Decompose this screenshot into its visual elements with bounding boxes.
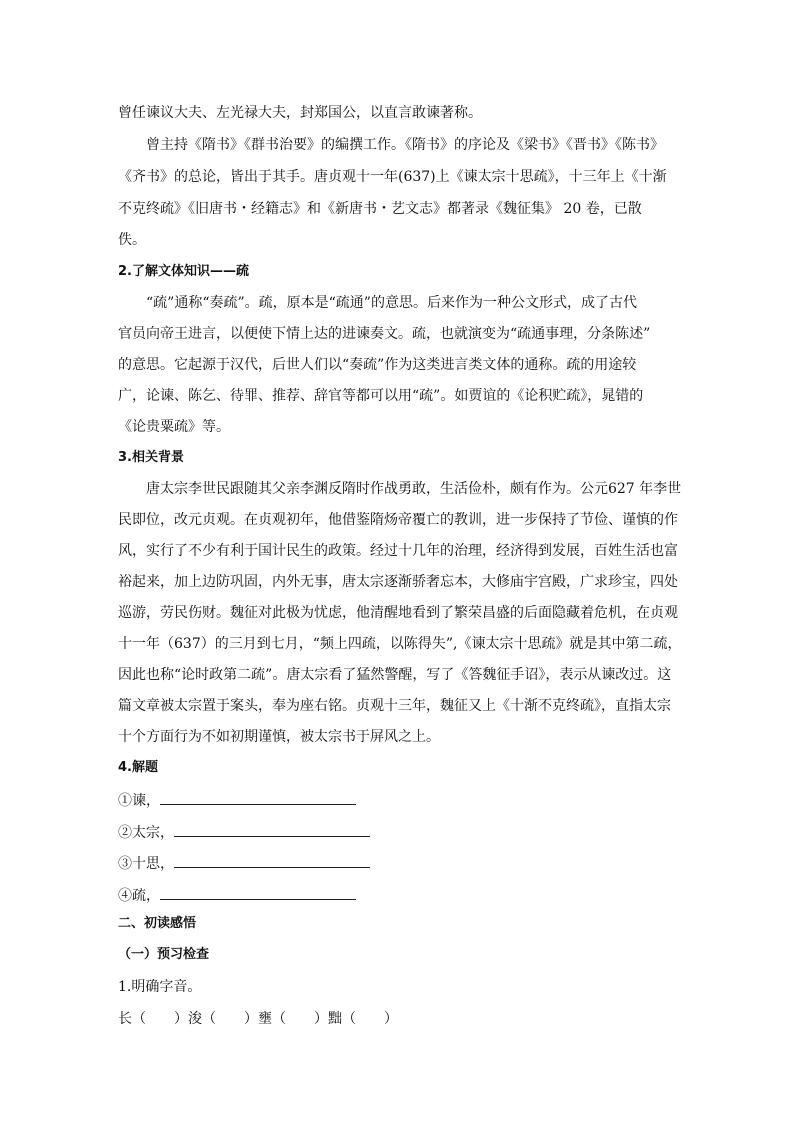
paragraph-line: 民即位，改元贞观。在贞观初年，他借鉴隋炀帝覆亡的教训，进一步保持了节俭、谨慎的作 (118, 512, 678, 528)
paragraph-line: 巡游，劳民伤财。魏征对此极为忧虑，他清醒地看到了繁荣昌盛的后面隐藏着危机，在贞观 (118, 605, 678, 621)
fill-in-item (118, 885, 356, 905)
pronunciation-blanks: 长（ ）浚（ ）壅（ ）黜（ ） (118, 1011, 398, 1027)
section-heading: 4.解题 (118, 760, 158, 775)
paragraph-line: 官员向帝王进言，以便使下情上达的进谏奏文。疏，也就演变为“疏通事理，分条陈述” (118, 326, 651, 342)
paragraph-line: 篇文章被太宗置于案头，奉为座右铭。贞观十三年，魏征又上《十渐不克终疏》，直指太宗 (118, 698, 671, 714)
paragraph-line: 广，论谏、陈乞、待罪、推荐、辞官等都可以用“疏”。如贾谊的《论积贮疏》，晁错的 (118, 388, 644, 404)
paragraph-line: 曾主持《隋书》《群书治要》的编撰工作。《隋书》的序论及《梁书》《晋书》《陈书》 (146, 137, 664, 153)
paragraph-line: 唐太宗李世民跟随其父亲李渊反隋时作战勇敢，生活俭朴，颇有作为。公元627 年李世 (146, 481, 682, 497)
question-line: 1.明确字音。 (118, 979, 202, 995)
paragraph-line: 《齐书》的总论，皆出于其手。唐贞观十一年(637)上《谏太宗十思疏》，十三年上《十渐 (118, 169, 667, 185)
paragraph-line: 《论贵粟疏》等。 (118, 419, 230, 435)
paragraph-line: 裕起来，加上边防巩固，内外无事，唐太宗逐渐骄奢忘本，大修庙宇宫殿，广求珍宝，四处 (118, 574, 678, 590)
answer-blank[interactable] (174, 853, 370, 868)
answer-blank[interactable] (160, 790, 356, 805)
intro-line: 曾任谏议大夫、左光禄大夫，封郑国公，以直言敢谏著称。 (118, 105, 482, 121)
paragraph-line: 风，实行了不少有利于国计民生的政策。经过十几年的治理，经济得到发展，百姓生活也富 (118, 543, 678, 559)
paragraph-line: 不克终疏》《旧唐书・经籍志》和《新唐书・艺文志》都著录《魏征集》 20 卷，已散 (118, 201, 642, 217)
section-heading: 2.了解文体知识——疏 (118, 264, 249, 279)
fill-in-label: ④疏， (118, 888, 160, 904)
fill-in-item (118, 790, 356, 810)
fill-in-item (118, 853, 370, 873)
subsection-heading: （一）预习检查 (118, 947, 210, 962)
paragraph-line: 十个方面行为不如初期谨慎，被太宗书于屏风之上。 (118, 729, 440, 745)
fill-in-label: ③十思， (118, 856, 174, 872)
paragraph-line: 因此也称“论时政第二疏”。唐太宗看了猛然警醒，写了《答魏征手诏》，表示从谏改过。这 (118, 667, 672, 683)
answer-blank[interactable] (160, 885, 356, 900)
paragraph-line: 十一年（637）的三月到七月，“频上四疏，以陈得失”,《谏太宗十思疏》就是其中第二疏， (118, 636, 682, 652)
section-heading: 3.相关背景 (118, 450, 184, 465)
answer-blank[interactable] (174, 822, 370, 837)
paragraph-line: 的意思。它起源于汉代，后世人们以“奏疏”作为这类进言类文体的通称。疏的用途较 (118, 357, 637, 373)
part-heading: 二、初读感悟 (118, 916, 197, 931)
fill-in-label: ②太宗， (118, 825, 174, 841)
fill-in-item (118, 822, 370, 842)
paragraph-line: 佚。 (118, 232, 146, 248)
fill-in-label: ①谏， (118, 793, 160, 809)
paragraph-line: “疏”通称“奏疏”。疏，原本是“疏通”的意思。后来作为一种公文形式，成了古代 (146, 295, 637, 311)
